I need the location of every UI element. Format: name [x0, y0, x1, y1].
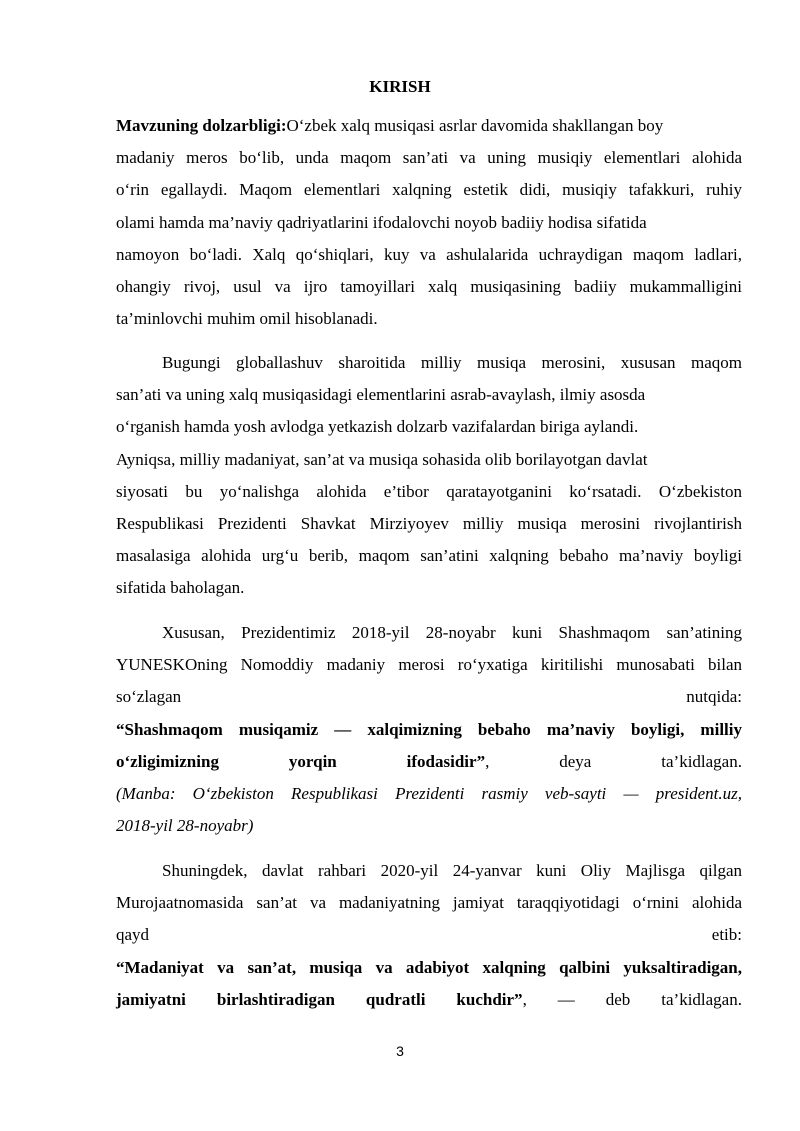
- paragraph-shashmaqom: [116, 617, 742, 842]
- quote-line: “Shashmaqom musiqamiz — xalqimizning bebaho ma’naviy boyligi, milliy: [116, 719, 742, 739]
- text-line: Murojaatnomasida san’at va madaniyatning jamiyat taraqqiyotidagi o‘rnini alohida: [116, 893, 742, 913]
- quote-line: jamiyatni birlashtiradigan qudratli kuchdir”, — deb ta’kidlagan.: [116, 989, 742, 1009]
- source-citation: 2018-yil 28-noyabr): [116, 816, 254, 836]
- text-line: masalasiga alohida urg‘u berib, maqom san’atini xalqning bebaho ma’naviy boyligi: [116, 546, 742, 566]
- paragraph-address: [116, 855, 742, 1016]
- relevance-lead: Mavzuning dolzarbligi:: [116, 116, 287, 135]
- text-line: o‘rganish hamda yosh avlodga yetkazish dolzarb vazifalardan biriga aylandi.: [116, 417, 639, 437]
- page-number: 3: [396, 1043, 404, 1059]
- quote-line: “Madaniyat va san’at, musiqa va adabiyot xalqning qalbini yuksaltiradigan,: [116, 957, 742, 977]
- text-line: olami hamda ma’naviy qadriyatlarini ifodalovchi noyob badiiy hodisa sifatida: [116, 212, 647, 232]
- text-line: ta’minlovchi muhim omil hisoblanadi.: [116, 309, 378, 329]
- section-title: KIRISH: [369, 77, 431, 96]
- text-line: qayd etib:: [116, 925, 742, 945]
- text-line: o‘rin egallaydi. Maqom elementlari xalqning estetik didi, musiqiy tafakkuri, ruhiy: [116, 180, 742, 200]
- quote-line: o‘zligimizning yorqin ifodasidir”, deya ta’kidlagan.: [116, 751, 742, 771]
- text-line: madaniy meros bo‘lib, unda maqom san’ati va uning musiqiy elementlari alohida: [116, 148, 742, 168]
- text-line: namoyon bo‘ladi. Xalq qo‘shiqlari, kuy va ashulalarida uchraydigan maqom ladlari,: [116, 244, 742, 264]
- text-line: Bugungi globallashuv sharoitida milliy musiqa merosini, xususan maqom: [162, 353, 742, 372]
- text-line: Shuningdek, davlat rahbari 2020-yil 24-yanvar kuni Oliy Majlisga qilgan: [162, 861, 742, 880]
- text-line: sifatida baholagan.: [116, 578, 245, 598]
- text-line: Respublikasi Prezidenti Shavkat Mirziyoyev milliy musiqa merosini rivojlantirish: [116, 514, 742, 534]
- source-citation: (Manba: O‘zbekiston Respublikasi Prezidenti rasmiy veb-sayti — president.uz,: [116, 784, 742, 804]
- text-line: Mavzuning dolzarbligi:O‘zbek xalq musiqasi asrlar davomida shakllangan boy: [116, 116, 664, 135]
- text-line: so‘zlagan nutqida:: [116, 687, 742, 707]
- paragraph-relevance: [116, 110, 742, 335]
- text-line: Xususan, Prezidentimiz 2018-yil 28-noyabr kuni Shashmaqom san’atining: [162, 623, 742, 642]
- text-line: Ayniqsa, milliy madaniyat, san’at va musiqa sohasida olib borilayotgan davlat: [116, 449, 648, 469]
- text-line: YUNESKOning Nomoddiy madaniy merosi ro‘yxatiga kiritilishi munosabati bilan: [116, 655, 742, 675]
- text-line: san’ati va uning xalq musiqasidagi elementlarini asrab-avaylash, ilmiy asosda: [116, 385, 646, 405]
- paragraph-globalization: [116, 347, 742, 605]
- text-line: ohangiy rivoj, usul va ijro tamoyillari xalq musiqasining badiiy mukammalligini: [116, 277, 742, 297]
- text-line: siyosati bu yo‘nalishga alohida e’tibor qaratayotganini ko‘rsatadi. O‘zbekiston: [116, 481, 742, 501]
